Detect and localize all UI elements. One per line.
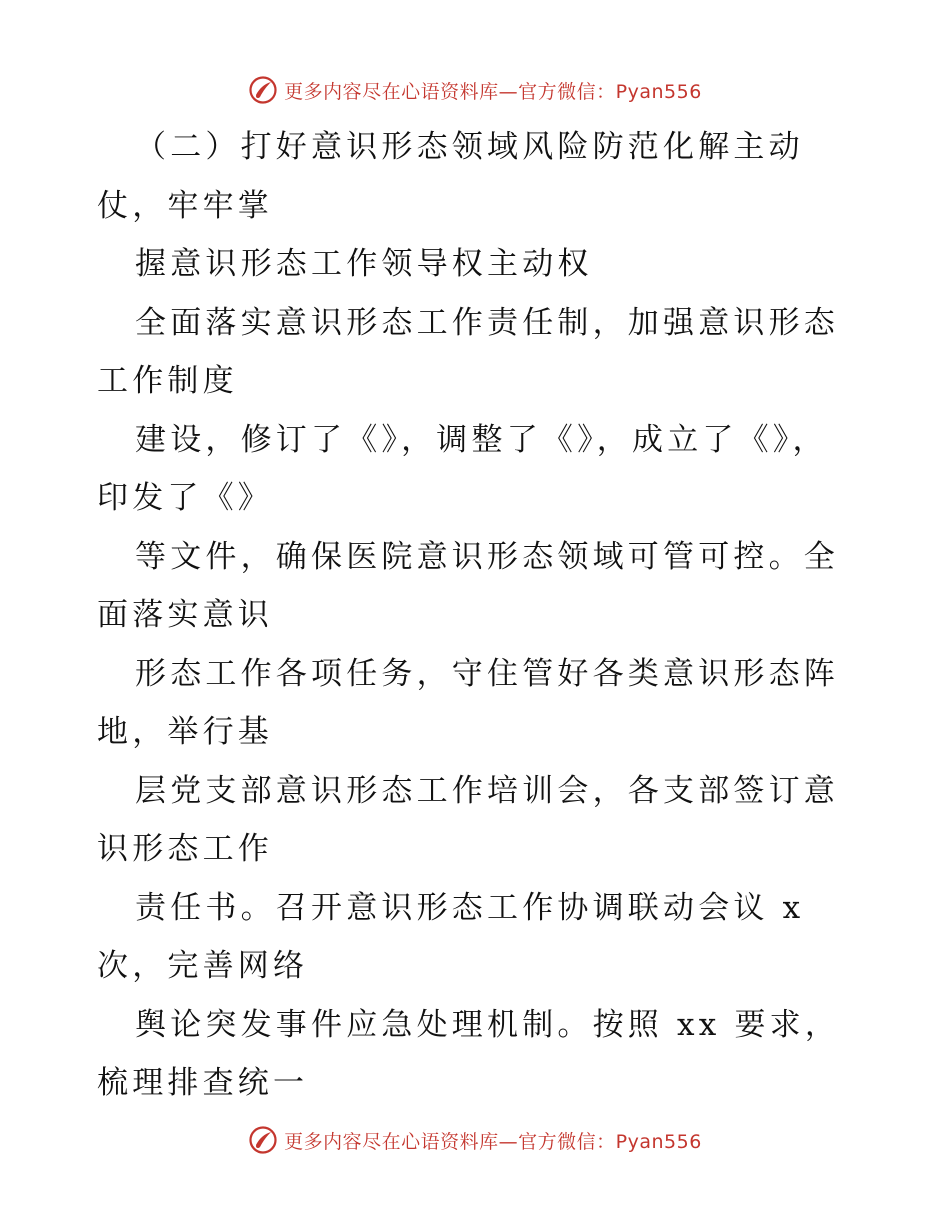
watermark-text: 更多内容尽在心语资料库—官方微信：Pyan556	[284, 80, 702, 103]
paragraph-5: 等文件，确保医院意识形态领域可管可控。全面落实意识	[97, 538, 839, 633]
paragraph-6: 形态工作各项任务，守住管好各类意识形态阵地，举行基	[97, 655, 839, 750]
footer-watermark	[0, 1120, 950, 1160]
paragraph-1: （二）打好意识形态领域风险防范化解主动仗，牢牢掌	[97, 129, 804, 224]
logo-icon	[248, 1125, 278, 1155]
header-watermark	[0, 70, 950, 110]
watermark-text: 更多内容尽在心语资料库—官方微信：Pyan556	[284, 1130, 702, 1153]
paragraph-7: 层党支部意识形态工作培训会，各支部签订意识形态工作	[97, 772, 839, 867]
paragraph-2: 握意识形态工作领导权主动权	[135, 246, 593, 282]
paragraph-3: 全面落实意识形态工作责任制，加强意识形态工作制度	[97, 304, 839, 399]
document-body	[97, 118, 857, 1113]
paragraph-4: 建设，修订了《》，调整了《》，成立了《》，印发了《》	[97, 421, 828, 516]
paragraph-8: 责任书。召开意识形态工作协调联动会议 x 次，完善网络	[97, 889, 805, 984]
paragraph-9: 舆论突发事件应急处理机制。按照 xx 要求，梳理排查统一	[97, 1006, 841, 1101]
logo-icon	[248, 75, 278, 105]
